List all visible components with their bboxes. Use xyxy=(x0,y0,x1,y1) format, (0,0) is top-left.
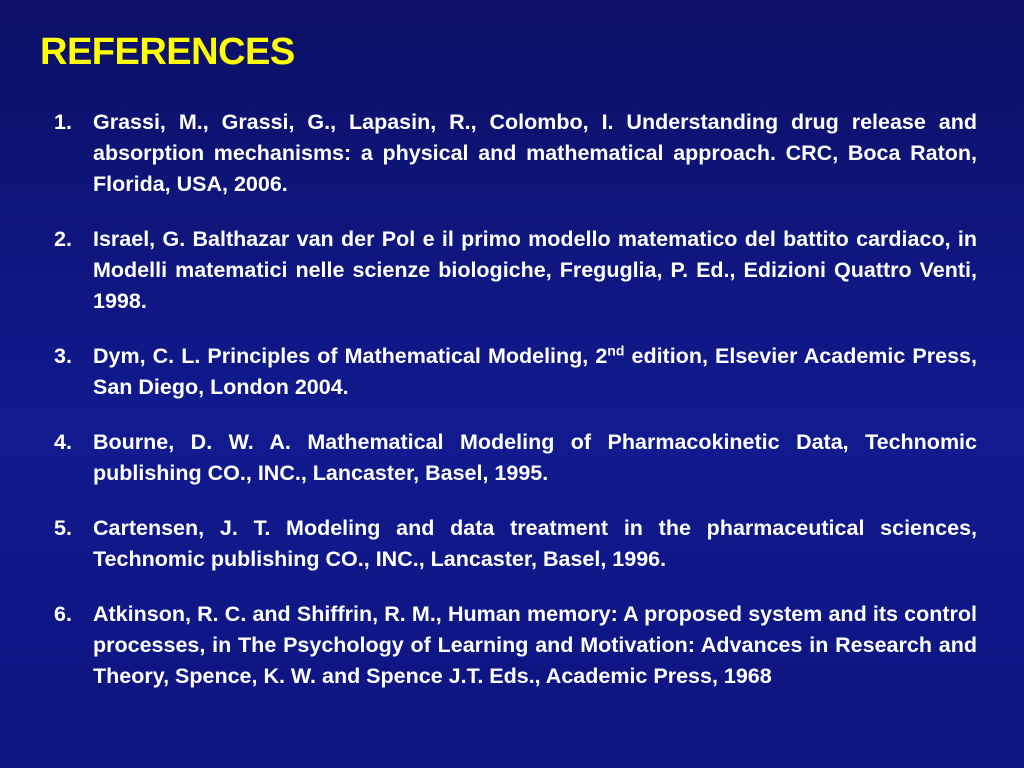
reference-number: 4. xyxy=(54,430,72,454)
reference-item-4 xyxy=(54,427,977,489)
ordinal-superscript: nd xyxy=(607,342,625,359)
reference-text: Israel, G. Balthazar van der Pol e il primo modello matematico del battito cardiaco, in Modelli matematici nelle scienze biologiche, Freguglia, P. Ed., Edizioni Quattro Venti, 1998. xyxy=(93,227,977,313)
reference-number: 3. xyxy=(54,344,72,368)
reference-number: 5. xyxy=(54,516,72,540)
reference-item-3 xyxy=(54,341,977,403)
reference-text-part: Dym, C. L. Principles of Mathematical Modeling, 2 xyxy=(93,344,608,368)
reference-number: 6. xyxy=(54,602,72,626)
reference-item-6 xyxy=(54,599,977,692)
reference-number: 2. xyxy=(54,227,72,251)
reference-item-5 xyxy=(54,513,977,575)
reference-item-1 xyxy=(54,107,977,200)
reference-text: Atkinson, R. C. and Shiffrin, R. M., Human memory: A proposed system and its control processes, in The Psychology of Learning and Motivation: Advances in Research and Theory, Spence, K. W. and Spence J.T. Eds., Academic Press, 1968 xyxy=(93,602,977,688)
reference-text: Grassi, M., Grassi, G., Lapasin, R., Colombo, I. Understanding drug release and absorption mechanisms: a physical and mathematical approach. CRC, Boca Raton, Florida, USA, 2006. xyxy=(93,110,977,196)
reference-item-2 xyxy=(54,224,977,317)
reference-list xyxy=(54,107,977,716)
reference-text: Bourne, D. W. A. Mathematical Modeling of Pharmacokinetic Data, Technomic publishing CO., INC., Lancaster, Basel, 1995. xyxy=(93,430,977,485)
reference-text xyxy=(93,341,977,403)
reference-number: 1. xyxy=(54,110,72,134)
slide-title: REFERENCES xyxy=(40,31,295,73)
reference-text: Cartensen, J. T. Modeling and data treatment in the pharmaceutical sciences, Technomic publishing CO., INC., Lancaster, Basel, 1996. xyxy=(93,516,977,571)
reference-text-part: edition, Elsevier Academic Press, San Diego, London 2004. xyxy=(93,344,977,399)
